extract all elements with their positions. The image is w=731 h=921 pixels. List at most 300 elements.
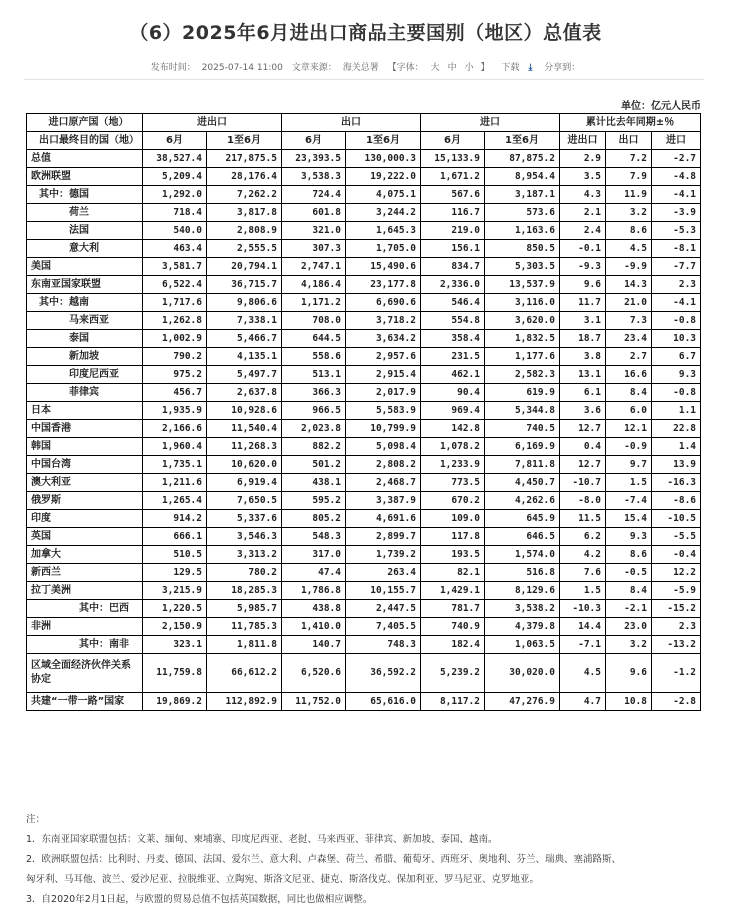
table-cell: 790.2 bbox=[143, 348, 207, 366]
row-label: 澳大利亚 bbox=[27, 474, 143, 492]
divider bbox=[24, 79, 704, 80]
table-cell: 1,739.2 bbox=[346, 546, 421, 564]
table-cell: 1,292.0 bbox=[143, 186, 207, 204]
table-cell: 9.6 bbox=[560, 276, 606, 294]
table-cell: 5,583.9 bbox=[346, 402, 421, 420]
table-row bbox=[27, 636, 701, 654]
table-cell: 11,540.4 bbox=[207, 420, 282, 438]
header-total-jan-jun: 1至6月 bbox=[207, 132, 282, 150]
table-cell: 7.6 bbox=[560, 564, 606, 582]
table-cell: 882.2 bbox=[282, 438, 346, 456]
table-cell: -0.9 bbox=[606, 438, 652, 456]
table-cell: 1,262.8 bbox=[143, 312, 207, 330]
table-cell: 7,650.5 bbox=[207, 492, 282, 510]
table-row bbox=[27, 204, 701, 222]
table-cell: 1.5 bbox=[560, 582, 606, 600]
table-cell: 8.4 bbox=[606, 384, 652, 402]
table-cell: 4,450.7 bbox=[485, 474, 560, 492]
header-yoy-import: 进口 bbox=[652, 132, 701, 150]
table-cell: 3,634.2 bbox=[346, 330, 421, 348]
table-cell: -5.3 bbox=[652, 222, 701, 240]
table-cell: 6.2 bbox=[560, 528, 606, 546]
table-cell: 670.2 bbox=[421, 492, 485, 510]
table-cell: -1.2 bbox=[652, 654, 701, 693]
table-cell: 11,785.3 bbox=[207, 618, 282, 636]
table-cell: 23,393.5 bbox=[282, 150, 346, 168]
table-cell: 2,808.2 bbox=[346, 456, 421, 474]
table-cell: 1,063.5 bbox=[485, 636, 560, 654]
table-cell: 18.7 bbox=[560, 330, 606, 348]
table-cell: 38,527.4 bbox=[143, 150, 207, 168]
font-large-button[interactable]: 大 bbox=[430, 63, 440, 73]
table-cell: 5,303.5 bbox=[485, 258, 560, 276]
table-cell: -8.0 bbox=[560, 492, 606, 510]
table-cell: 9.3 bbox=[652, 366, 701, 384]
table-cell: 0.4 bbox=[560, 438, 606, 456]
table-cell: 2,957.6 bbox=[346, 348, 421, 366]
table-cell: -15.2 bbox=[652, 600, 701, 618]
table-cell: -8.1 bbox=[652, 240, 701, 258]
table-cell: -2.1 bbox=[606, 600, 652, 618]
table-row bbox=[27, 510, 701, 528]
table-cell: 2,808.9 bbox=[207, 222, 282, 240]
table-cell: 2.3 bbox=[652, 618, 701, 636]
table-cell: -7.7 bbox=[652, 258, 701, 276]
header-export-jan-jun: 1至6月 bbox=[346, 132, 421, 150]
table-cell: 14.4 bbox=[560, 618, 606, 636]
table-cell: 1,735.1 bbox=[143, 456, 207, 474]
table-cell: 323.1 bbox=[143, 636, 207, 654]
table-cell: 462.1 bbox=[421, 366, 485, 384]
table-cell: 11.9 bbox=[606, 186, 652, 204]
table-cell: -16.3 bbox=[652, 474, 701, 492]
table-cell: 1,429.1 bbox=[421, 582, 485, 600]
table-cell: 2.7 bbox=[606, 348, 652, 366]
table-cell: 1,233.9 bbox=[421, 456, 485, 474]
table-cell: 9,806.6 bbox=[207, 294, 282, 312]
table-cell: 834.7 bbox=[421, 258, 485, 276]
table-row bbox=[27, 546, 701, 564]
table-cell: 5,239.2 bbox=[421, 654, 485, 693]
row-label: 拉丁美洲 bbox=[27, 582, 143, 600]
table-cell: 666.1 bbox=[143, 528, 207, 546]
row-label: 欧洲联盟 bbox=[27, 168, 143, 186]
table-cell: -9.3 bbox=[560, 258, 606, 276]
table-cell: 3,581.7 bbox=[143, 258, 207, 276]
table-cell: 11.5 bbox=[560, 510, 606, 528]
table-row bbox=[27, 564, 701, 582]
table-cell: 90.4 bbox=[421, 384, 485, 402]
table-cell: 65,616.0 bbox=[346, 693, 421, 711]
row-label: 非洲 bbox=[27, 618, 143, 636]
row-label: 菲律宾 bbox=[27, 384, 143, 402]
table-cell: -13.2 bbox=[652, 636, 701, 654]
row-label: 区域全面经济伙伴关系协定 bbox=[27, 654, 143, 693]
table-cell: 30,020.0 bbox=[485, 654, 560, 693]
table-cell: 2.1 bbox=[560, 204, 606, 222]
table-cell: 1,220.5 bbox=[143, 600, 207, 618]
table-cell: 6.0 bbox=[606, 402, 652, 420]
table-cell: 10.3 bbox=[652, 330, 701, 348]
table-cell: 263.4 bbox=[346, 564, 421, 582]
table-cell: 645.9 bbox=[485, 510, 560, 528]
table-cell: 1,705.0 bbox=[346, 240, 421, 258]
table-cell: -3.9 bbox=[652, 204, 701, 222]
table-cell: 7.2 bbox=[606, 150, 652, 168]
row-label: 马来西亚 bbox=[27, 312, 143, 330]
row-label: 加拿大 bbox=[27, 546, 143, 564]
table-cell: 117.8 bbox=[421, 528, 485, 546]
table-cell: 4,135.1 bbox=[207, 348, 282, 366]
table-cell: 6.7 bbox=[652, 348, 701, 366]
table-cell: 7.3 bbox=[606, 312, 652, 330]
table-cell: 2,166.6 bbox=[143, 420, 207, 438]
table-cell: 4,379.8 bbox=[485, 618, 560, 636]
table-cell: 619.9 bbox=[485, 384, 560, 402]
table-cell: -8.6 bbox=[652, 492, 701, 510]
table-cell: 3,817.8 bbox=[207, 204, 282, 222]
table-cell: 15,490.6 bbox=[346, 258, 421, 276]
table-cell: 9.7 bbox=[606, 456, 652, 474]
header-yoy-total: 进出口 bbox=[560, 132, 606, 150]
table-cell: 2,555.5 bbox=[207, 240, 282, 258]
table-cell: 748.3 bbox=[346, 636, 421, 654]
table-cell: 463.4 bbox=[143, 240, 207, 258]
table-cell: 28,176.4 bbox=[207, 168, 282, 186]
row-label: 美国 bbox=[27, 258, 143, 276]
table-cell: 5,098.4 bbox=[346, 438, 421, 456]
table-cell: 1,211.6 bbox=[143, 474, 207, 492]
table-cell: 850.5 bbox=[485, 240, 560, 258]
download-icon: ⤓ bbox=[528, 63, 533, 73]
table-cell: 6.1 bbox=[560, 384, 606, 402]
table-cell: 7,811.8 bbox=[485, 456, 560, 474]
table-cell: 129.5 bbox=[143, 564, 207, 582]
table-cell: 740.9 bbox=[421, 618, 485, 636]
table-cell: -10.7 bbox=[560, 474, 606, 492]
table-cell: 12.2 bbox=[652, 564, 701, 582]
row-label: 其中：德国 bbox=[27, 186, 143, 204]
table-cell: 3,215.9 bbox=[143, 582, 207, 600]
table-cell: 4,691.6 bbox=[346, 510, 421, 528]
table-cell: -9.9 bbox=[606, 258, 652, 276]
table-row bbox=[27, 312, 701, 330]
row-label: 中国台湾 bbox=[27, 456, 143, 474]
table-cell: 12.1 bbox=[606, 420, 652, 438]
table-row bbox=[27, 330, 701, 348]
table-cell: 6,690.6 bbox=[346, 294, 421, 312]
header-export: 出口 bbox=[282, 114, 421, 132]
table-cell: 22.8 bbox=[652, 420, 701, 438]
table-cell: 3,116.0 bbox=[485, 294, 560, 312]
table-cell: 1,671.2 bbox=[421, 168, 485, 186]
header-yoy-export: 出口 bbox=[606, 132, 652, 150]
table-row bbox=[27, 528, 701, 546]
table-cell: 2,023.8 bbox=[282, 420, 346, 438]
table-cell: 13,537.9 bbox=[485, 276, 560, 294]
table-cell: 1,171.2 bbox=[282, 294, 346, 312]
table-cell: -7.1 bbox=[560, 636, 606, 654]
table-cell: -4.1 bbox=[652, 294, 701, 312]
table-cell: 2,447.5 bbox=[346, 600, 421, 618]
table-cell: 740.5 bbox=[485, 420, 560, 438]
table-cell: 601.8 bbox=[282, 204, 346, 222]
table-cell: 438.1 bbox=[282, 474, 346, 492]
table-cell: -0.4 bbox=[652, 546, 701, 564]
table-cell: -0.8 bbox=[652, 384, 701, 402]
table-row bbox=[27, 258, 701, 276]
table-row bbox=[27, 492, 701, 510]
table-cell: 3.2 bbox=[606, 204, 652, 222]
table-cell: 36,715.7 bbox=[207, 276, 282, 294]
header-total-june: 6月 bbox=[143, 132, 207, 150]
table-cell: 112,892.9 bbox=[207, 693, 282, 711]
table-cell: -7.4 bbox=[606, 492, 652, 510]
table-cell: 19,869.2 bbox=[143, 693, 207, 711]
table-cell: 2.9 bbox=[560, 150, 606, 168]
table-cell: 19,222.0 bbox=[346, 168, 421, 186]
table-cell: -5.9 bbox=[652, 582, 701, 600]
table-row bbox=[27, 186, 701, 204]
table-cell: 2,747.1 bbox=[282, 258, 346, 276]
table-cell: 8,129.6 bbox=[485, 582, 560, 600]
table-cell: 7,262.2 bbox=[207, 186, 282, 204]
table-cell: 11,759.8 bbox=[143, 654, 207, 693]
table-row bbox=[27, 348, 701, 366]
header-origin: 进口原产国（地） bbox=[27, 114, 143, 132]
table-cell: -2.8 bbox=[652, 693, 701, 711]
table-cell: 708.0 bbox=[282, 312, 346, 330]
table-cell: 66,612.2 bbox=[207, 654, 282, 693]
table-cell: 12.7 bbox=[560, 456, 606, 474]
font-size-close: 】 bbox=[480, 63, 490, 73]
table-row bbox=[27, 654, 701, 693]
table-cell: 2,150.9 bbox=[143, 618, 207, 636]
table-row bbox=[27, 456, 701, 474]
row-label: 东南亚国家联盟 bbox=[27, 276, 143, 294]
table-row bbox=[27, 693, 701, 711]
table-cell: 2,915.4 bbox=[346, 366, 421, 384]
table-cell: 1,078.2 bbox=[421, 438, 485, 456]
header-import-june: 6月 bbox=[421, 132, 485, 150]
table-cell: 8,117.2 bbox=[421, 693, 485, 711]
table-cell: -5.5 bbox=[652, 528, 701, 546]
source-value: 海关总署 bbox=[342, 63, 379, 73]
published-label: 发布时间： bbox=[150, 63, 196, 73]
table-row bbox=[27, 402, 701, 420]
table-cell: 16.6 bbox=[606, 366, 652, 384]
table-cell: 11,268.3 bbox=[207, 438, 282, 456]
header-import-jan-jun: 1至6月 bbox=[485, 132, 560, 150]
table-cell: 724.4 bbox=[282, 186, 346, 204]
table-cell: 595.2 bbox=[282, 492, 346, 510]
font-small-button[interactable]: 小 bbox=[464, 63, 474, 73]
table-cell: 142.8 bbox=[421, 420, 485, 438]
row-label: 中国香港 bbox=[27, 420, 143, 438]
table-cell: 780.2 bbox=[207, 564, 282, 582]
header-row-2 bbox=[27, 132, 701, 150]
table-cell: 47,276.9 bbox=[485, 693, 560, 711]
published-value: 2025-07-14 11:00 bbox=[201, 63, 283, 73]
row-label: 其中：巴西 bbox=[27, 600, 143, 618]
note-line: 匈牙利、马耳他、波兰、爱沙尼亚、拉脱维亚、立陶宛、斯洛文尼亚、捷克、斯洛伐克、保加利亚、罗马尼亚、克罗地亚。 bbox=[26, 874, 540, 885]
header-yoy: 累计比去年同期±％ bbox=[560, 114, 701, 132]
article-meta bbox=[0, 60, 731, 73]
table-cell: 8.6 bbox=[606, 222, 652, 240]
header-import: 进口 bbox=[421, 114, 560, 132]
table-cell: 2,582.3 bbox=[485, 366, 560, 384]
table-cell: 3.6 bbox=[560, 402, 606, 420]
note-line: 注： bbox=[26, 814, 46, 825]
table-cell: 9.6 bbox=[606, 654, 652, 693]
table-cell: 567.6 bbox=[421, 186, 485, 204]
table-row bbox=[27, 240, 701, 258]
table-cell: 718.4 bbox=[143, 204, 207, 222]
table-cell: 1.1 bbox=[652, 402, 701, 420]
table-cell: 23.0 bbox=[606, 618, 652, 636]
page-title: （6）2025年6月进出口商品主要国别（地区）总值表 bbox=[129, 22, 602, 44]
table-cell: 5,466.7 bbox=[207, 330, 282, 348]
row-label: 法国 bbox=[27, 222, 143, 240]
table-cell: 2.4 bbox=[560, 222, 606, 240]
table-cell: 3,546.3 bbox=[207, 528, 282, 546]
table-row bbox=[27, 438, 701, 456]
table-cell: 7,338.1 bbox=[207, 312, 282, 330]
table-row bbox=[27, 294, 701, 312]
table-cell: -0.5 bbox=[606, 564, 652, 582]
notes bbox=[26, 810, 706, 910]
table-cell: 23.4 bbox=[606, 330, 652, 348]
table-cell: 4.3 bbox=[560, 186, 606, 204]
row-label: 总值 bbox=[27, 150, 143, 168]
table-row bbox=[27, 222, 701, 240]
table-cell: 140.7 bbox=[282, 636, 346, 654]
table-cell: 3,387.9 bbox=[346, 492, 421, 510]
table-cell: 8.4 bbox=[606, 582, 652, 600]
table-cell: -10.5 bbox=[652, 510, 701, 528]
table-cell: 12.7 bbox=[560, 420, 606, 438]
table-row bbox=[27, 420, 701, 438]
table-cell: 2,468.7 bbox=[346, 474, 421, 492]
table-row bbox=[27, 150, 701, 168]
row-label: 日本 bbox=[27, 402, 143, 420]
table-cell: 6,522.4 bbox=[143, 276, 207, 294]
table-cell: 2,336.0 bbox=[421, 276, 485, 294]
table-cell: 9.3 bbox=[606, 528, 652, 546]
table-cell: 3,187.1 bbox=[485, 186, 560, 204]
font-medium-button[interactable]: 中 bbox=[447, 63, 457, 73]
table-cell: 156.1 bbox=[421, 240, 485, 258]
row-label: 其中：南非 bbox=[27, 636, 143, 654]
table-row bbox=[27, 168, 701, 186]
table-cell: 193.5 bbox=[421, 546, 485, 564]
table-cell: 501.2 bbox=[282, 456, 346, 474]
table-cell: 3.1 bbox=[560, 312, 606, 330]
header-total: 进出口 bbox=[143, 114, 282, 132]
table-cell: 2,017.9 bbox=[346, 384, 421, 402]
row-label: 印度尼西亚 bbox=[27, 366, 143, 384]
table-cell: 644.5 bbox=[282, 330, 346, 348]
table-cell: 321.0 bbox=[282, 222, 346, 240]
table-cell: -10.3 bbox=[560, 600, 606, 618]
table-cell: 573.6 bbox=[485, 204, 560, 222]
table-cell: 546.4 bbox=[421, 294, 485, 312]
table-cell: 6,520.6 bbox=[282, 654, 346, 693]
table-cell: 20,794.1 bbox=[207, 258, 282, 276]
table-cell: 2.3 bbox=[652, 276, 701, 294]
table-cell: 1.5 bbox=[606, 474, 652, 492]
table-cell: 513.1 bbox=[282, 366, 346, 384]
table-cell: 805.2 bbox=[282, 510, 346, 528]
table-cell: 7,405.5 bbox=[346, 618, 421, 636]
table-cell: 1,717.6 bbox=[143, 294, 207, 312]
table-row bbox=[27, 582, 701, 600]
row-label: 俄罗斯 bbox=[27, 492, 143, 510]
table-cell: 13.1 bbox=[560, 366, 606, 384]
table-cell: 1,645.3 bbox=[346, 222, 421, 240]
table-cell: 4,262.6 bbox=[485, 492, 560, 510]
table-cell: 219.0 bbox=[421, 222, 485, 240]
table-cell: 456.7 bbox=[143, 384, 207, 402]
table-cell: 4.7 bbox=[560, 693, 606, 711]
table-cell: 4,186.4 bbox=[282, 276, 346, 294]
table-cell: 1,177.6 bbox=[485, 348, 560, 366]
table-cell: 3.2 bbox=[606, 636, 652, 654]
download-label: 下载 bbox=[501, 63, 520, 73]
table-cell: 3,538.3 bbox=[282, 168, 346, 186]
table-cell: 438.8 bbox=[282, 600, 346, 618]
table-cell: 510.5 bbox=[143, 546, 207, 564]
table-cell: 10,799.9 bbox=[346, 420, 421, 438]
row-label: 泰国 bbox=[27, 330, 143, 348]
table-cell: 548.3 bbox=[282, 528, 346, 546]
table-cell: -0.1 bbox=[560, 240, 606, 258]
table-cell: -4.1 bbox=[652, 186, 701, 204]
table-cell: 1.4 bbox=[652, 438, 701, 456]
table-row bbox=[27, 618, 701, 636]
table-row bbox=[27, 366, 701, 384]
table-cell: 11.7 bbox=[560, 294, 606, 312]
font-size-open: 【字体： bbox=[387, 63, 424, 73]
table-cell: 14.3 bbox=[606, 276, 652, 294]
table-cell: 646.5 bbox=[485, 528, 560, 546]
table-cell: 87,875.2 bbox=[485, 150, 560, 168]
row-label: 印度 bbox=[27, 510, 143, 528]
table-cell: 5,985.7 bbox=[207, 600, 282, 618]
table-cell: 21.0 bbox=[606, 294, 652, 312]
table-cell: 6,919.4 bbox=[207, 474, 282, 492]
note-line: 3．自2020年2月1日起，与欧盟的贸易总值不包括英国数据，同比也做相应调整。 bbox=[26, 894, 373, 905]
table-cell: 4.5 bbox=[606, 240, 652, 258]
row-label: 新加坡 bbox=[27, 348, 143, 366]
row-label: 其中：越南 bbox=[27, 294, 143, 312]
table-cell: 1,163.6 bbox=[485, 222, 560, 240]
table-cell: 914.2 bbox=[143, 510, 207, 528]
table-cell: 966.5 bbox=[282, 402, 346, 420]
table-cell: 1,832.5 bbox=[485, 330, 560, 348]
table-cell: 975.2 bbox=[143, 366, 207, 384]
table-cell: 109.0 bbox=[421, 510, 485, 528]
table-cell: 1,002.9 bbox=[143, 330, 207, 348]
table-cell: 4.5 bbox=[560, 654, 606, 693]
table-cell: 6,169.9 bbox=[485, 438, 560, 456]
download-button[interactable] bbox=[499, 63, 536, 73]
table-cell: 182.4 bbox=[421, 636, 485, 654]
table-cell: 5,209.4 bbox=[143, 168, 207, 186]
table-cell: 1,410.0 bbox=[282, 618, 346, 636]
table-cell: 15,133.9 bbox=[421, 150, 485, 168]
table-cell: -2.7 bbox=[652, 150, 701, 168]
